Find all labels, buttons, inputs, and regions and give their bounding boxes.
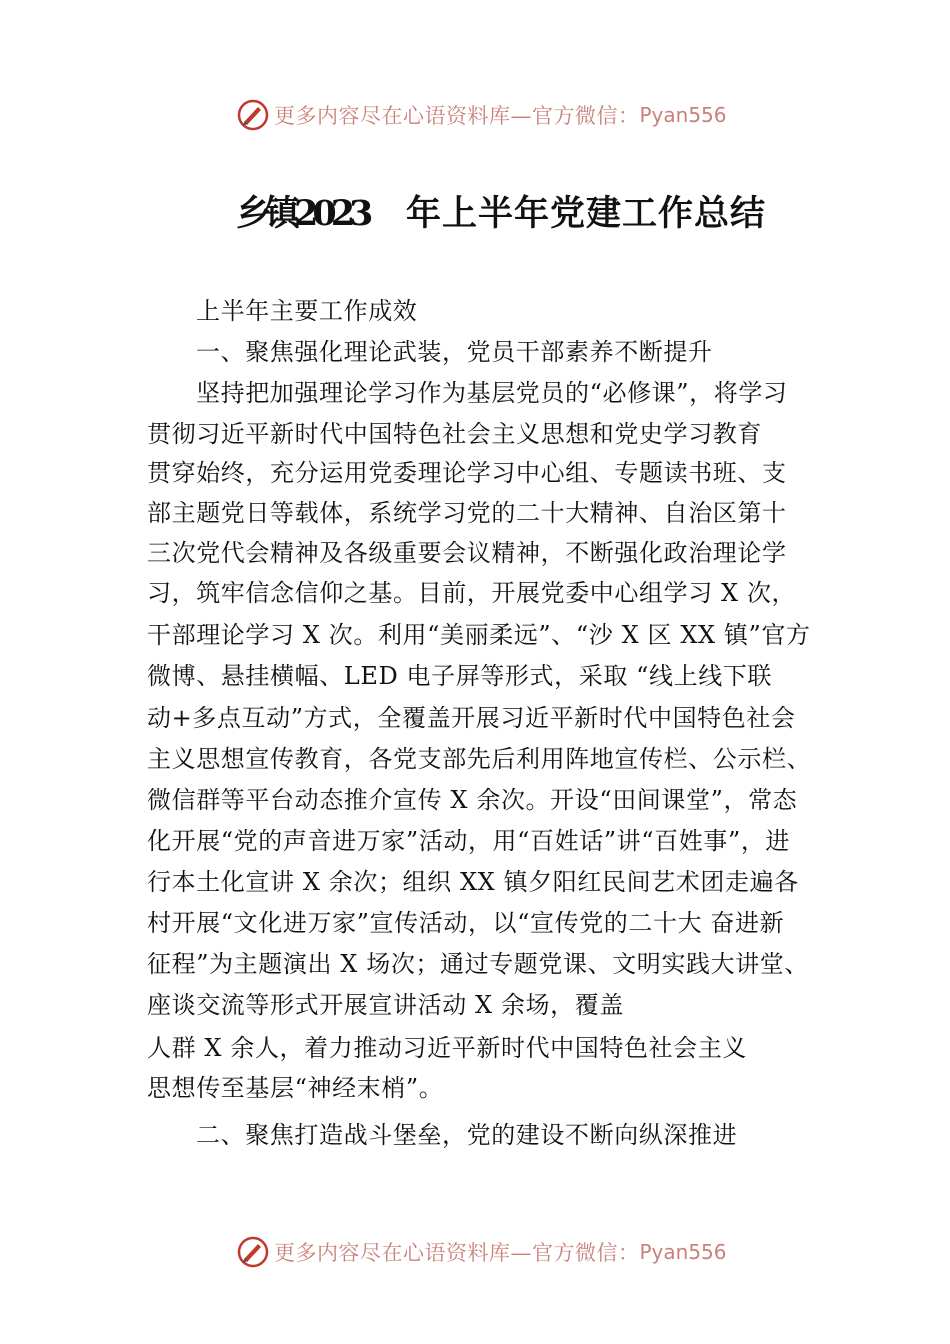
watermark-text: 更多内容尽在心语资料库—官方微信： <box>274 104 640 128</box>
paragraph-line: 行本土化宣讲 X 余次；组织 XX 镇夕阳红民间艺术团走遍各 <box>147 868 799 896</box>
watermark-wechat-id: Pyan556 <box>639 103 727 127</box>
header-watermark <box>236 95 727 135</box>
subsection-heading: 一、聚焦强化理论武装，党员干部素养不断提升 <box>196 338 713 366</box>
paragraph-line: 座谈交流等形式开展宣讲活动 X 余场，覆盖 <box>147 991 624 1019</box>
paragraph-line: 习，筑牢信念信仰之基。目前，开展党委中心组学习 X 次， <box>147 579 797 607</box>
watermark-wechat-id: Pyan556 <box>639 1240 727 1264</box>
watermark-text: 更多内容尽在心语资料库—官方微信： <box>274 1241 640 1265</box>
paragraph-line: 贯彻习近平新时代中国特色社会主义思想和党史学习教育 <box>147 420 762 448</box>
paragraph-line: 动+多点互动”方式，全覆盖开展习近平新时代中国特色社会 <box>147 704 796 732</box>
paragraph-line: 主义思想宣传教育，各党支部先后利用阵地宣传栏、公示栏、 <box>147 745 812 773</box>
title-main: 年上半年党建工作总结 <box>406 193 767 234</box>
paragraph-line: 干部理论学习 X 次。利用“美丽柔远”、“沙 X 区 XX 镇”官方 <box>147 621 811 649</box>
pen-logo-icon <box>236 1235 270 1269</box>
section-heading: 上半年主要工作成效 <box>196 297 418 325</box>
paragraph-line: 微博、悬挂横幅、LED 电子屏等形式，采取 “线上线下联 <box>147 662 773 690</box>
paragraph-line: 征程”为主题演出 X 场次；通过专题党课、文明实践大讲堂、 <box>147 950 810 978</box>
paragraph-line: 人群 X 余人，着力推动习近平新时代中国特色社会主义 <box>147 1034 747 1062</box>
subsection-heading: 二、聚焦打造战斗堡垒，党的建设不断向纵深推进 <box>196 1121 738 1149</box>
title-prefix: 乡镇2023 <box>236 193 368 234</box>
pen-logo-icon <box>236 98 270 132</box>
paragraph-line: 村开展“文化进万家”宣传活动，以“宣传党的二十大 奋进新 <box>147 909 785 937</box>
paragraph-line: 坚持把加强理论学习作为基层党员的“必修课”，将学习 <box>196 379 788 407</box>
paragraph-line: 三次党代会精神及各级重要会议精神，不断强化政治理论学 <box>147 539 787 567</box>
paragraph-line: 化开展“党的声音进万家”活动，用“百姓话”讲“百姓事”，进 <box>147 827 791 855</box>
paragraph-line: 思想传至基层“神经末梢”。 <box>147 1074 444 1102</box>
footer-watermark <box>236 1232 727 1272</box>
paragraph-line: 微信群等平台动态推介宣传 X 余次。开设“田间课堂”，常态 <box>147 786 798 814</box>
paragraph-line: 贯穿始终，充分运用党委理论学习中心组、专题读书班、支 <box>147 459 787 487</box>
document-title <box>0 186 950 236</box>
paragraph-line: 部主题党日等载体，系统学习党的二十大精神、自治区第十 <box>147 499 787 527</box>
